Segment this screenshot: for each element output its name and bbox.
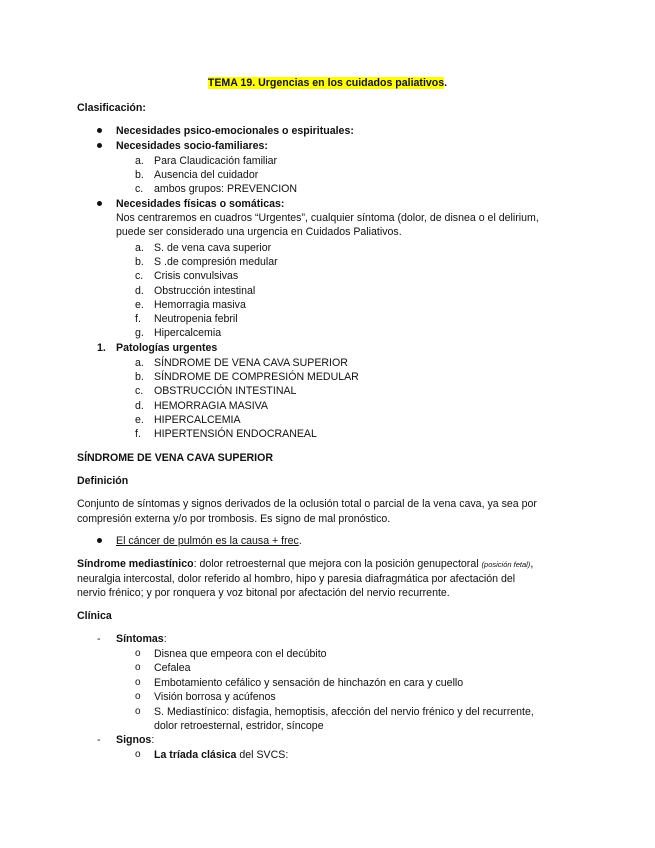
circle-bullet-icon: o [135, 691, 141, 702]
sintomas-colon: : [163, 633, 167, 645]
svcs-heading: SÍNDROME DE VENA CAVA SUPERIOR [77, 452, 274, 464]
list-item: ambos grupos: PREVENCION [154, 183, 298, 195]
fisicas-text: puede ser considerado una urgencia en Cuidados Paliativos. [116, 226, 402, 238]
bullet-psico: Necesidades psico-emocionales o espirituales: [116, 125, 354, 137]
mediastinico-text: neuralgia intercostal, dolor referido al hombro, hipo y paresia diafragmática por afectación del [77, 573, 516, 585]
list-item: S .de compresión medular [154, 256, 278, 268]
dash-marker: - [97, 633, 101, 645]
list-item: S. de vena cava superior [154, 242, 272, 254]
circle-bullet-icon: o [135, 706, 141, 717]
list-item: Hemorragia masiva [154, 299, 246, 311]
bullet-icon [97, 128, 102, 133]
circle-bullet-icon: o [135, 749, 141, 760]
clinica-heading: Clínica [77, 610, 112, 622]
mediastinico-text: nervio frénico; y por ronquera y voz bitonal por afectación del nervio recurrente. [77, 587, 450, 599]
patologias-label: Patologías urgentes [116, 342, 218, 354]
list-marker: f. [135, 313, 141, 325]
fisicas-text: Nos centraremos en cuadros “Urgentes”, cualquier síntoma (dolor, de disnea o el delirium, [116, 212, 539, 224]
list-marker: e. [135, 299, 144, 311]
list-marker: c. [135, 385, 144, 397]
cancer-bullet-suffix: . [298, 535, 302, 547]
definicion-heading: Definición [77, 475, 129, 487]
sintomas-label: Síntomas [116, 633, 164, 645]
signos-line [116, 733, 154, 747]
triada-text: del SVCS: [236, 749, 289, 761]
cancer-bullet-text: El cáncer de pulmón es la causa + frec [116, 535, 299, 547]
list-marker: c. [135, 183, 144, 195]
list-marker: f. [135, 428, 141, 440]
list-item: Hipercalcemia [154, 327, 222, 339]
list-item: SÍNDROME DE VENA CAVA SUPERIOR [154, 357, 348, 369]
bullet-icon [97, 143, 102, 148]
mediastinico-text: : dolor retroesternal que mejora con la posición genupectoral [193, 558, 482, 570]
list-item: Para Claudicación familiar [154, 155, 278, 167]
signos-label: Signos [116, 734, 152, 746]
list-item: Disnea que empeora con el decúbito [154, 648, 327, 660]
circle-bullet-icon: o [135, 677, 141, 688]
list-item: HIPERTENSIÓN ENDOCRANEAL [154, 428, 317, 440]
triada-label: La tríada clásica [154, 749, 237, 761]
list-item: Cefalea [154, 662, 191, 674]
list-marker: e. [135, 414, 144, 426]
signos-colon: : [151, 734, 155, 746]
numbered-marker: 1. [97, 342, 106, 354]
circle-bullet-icon: o [135, 648, 141, 659]
mediastinico-note: (posición fetal) [481, 560, 531, 569]
list-item: Obstrucción intestinal [154, 285, 256, 297]
list-item: OBSTRUCCIÓN INTESTINAL [154, 385, 297, 397]
title-suffix: . [444, 77, 448, 89]
clasificacion-heading: Clasificación: [77, 102, 146, 114]
list-item: Embotamiento cefálico y sensación de hinchazón en cara y cuello [154, 677, 464, 689]
list-item: HIPERCALCEMIA [154, 414, 241, 426]
list-item: Ausencia del cuidador [154, 169, 259, 181]
mediastinico-comma: , [530, 558, 534, 570]
sintomas-line [116, 632, 167, 646]
list-item: SÍNDROME DE COMPRESIÓN MEDULAR [154, 371, 359, 383]
mediastinico-label: Síndrome mediastínico [77, 558, 194, 570]
circle-bullet-icon: o [135, 662, 141, 673]
list-marker: c. [135, 270, 144, 282]
definicion-text: compresión externa y/o por trombosis. Es signo de mal pronóstico. [77, 513, 391, 525]
triada-line [154, 748, 288, 762]
bullet-icon [97, 201, 102, 206]
list-marker: a. [135, 155, 144, 167]
page-title [0, 76, 655, 90]
list-item: Crisis convulsivas [154, 270, 239, 282]
dash-marker: - [97, 734, 101, 746]
cancer-bullet [116, 534, 302, 548]
list-marker: b. [135, 169, 144, 181]
list-item-continuation: dolor retroesternal, estridor, síncope [154, 720, 324, 732]
list-marker: b. [135, 371, 144, 383]
bullet-fisicas: Necesidades físicas o somáticas: [116, 198, 285, 210]
list-marker: a. [135, 242, 144, 254]
list-marker: b. [135, 256, 144, 268]
title-highlight: TEMA 19. Urgencias en los cuidados paliativos [207, 77, 445, 89]
list-marker: d. [135, 400, 144, 412]
list-marker: a. [135, 357, 144, 369]
list-marker: d. [135, 285, 144, 297]
list-item: Neutropenia febril [154, 313, 238, 325]
bullet-socio: Necesidades socio-familiares: [116, 140, 268, 152]
bullet-icon [97, 538, 102, 543]
list-marker: g. [135, 327, 144, 339]
definicion-text: Conjunto de síntomas y signos derivados de la oclusión total o parcial de la vena cava, ya sea por [77, 498, 537, 510]
mediastinico-line [77, 557, 533, 572]
list-item: Visión borrosa y acúfenos [154, 691, 276, 703]
list-item: S. Mediastínico: disfagia, hemoptisis, afección del nervio frénico y del recurrente, [154, 706, 534, 718]
list-item: HEMORRAGIA MASIVA [154, 400, 269, 412]
